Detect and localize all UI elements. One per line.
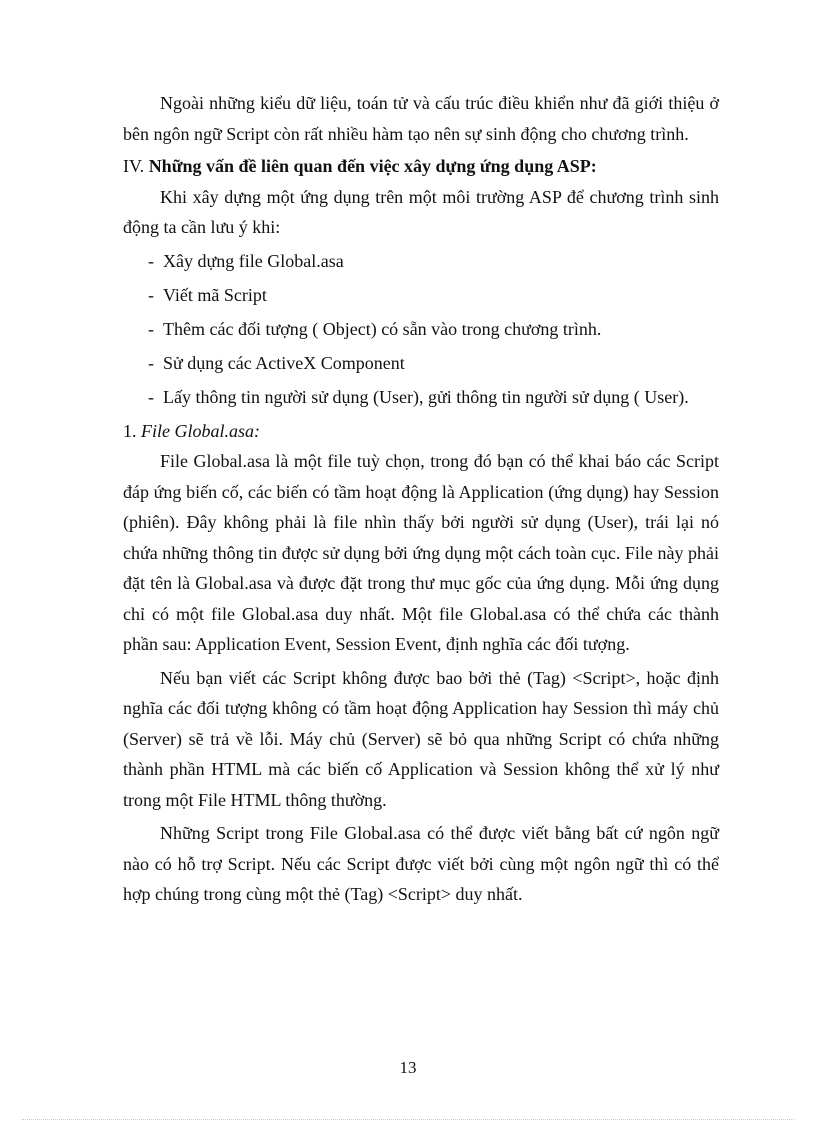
list-item xyxy=(123,348,719,379)
bullet-dash: - xyxy=(148,284,154,305)
page-number: 13 xyxy=(399,1058,417,1077)
list-item xyxy=(123,246,719,277)
body-paragraph: Nếu bạn viết các Script không được bao bởi thẻ (Tag) <Script>, hoặc định nghĩa các đối tượng không có tầm hoạt động Application hay Session thì máy chủ (Server) sẽ trả về lỗi. Máy chủ (Server) sẽ bỏ qua những Script có chứa những thành phần HTML mà các biến cố Application và Session không thể xử lý như trong một File HTML thông thường. xyxy=(123,667,719,810)
subsection-number: 1. xyxy=(123,420,137,441)
bullet-dash: - xyxy=(148,250,154,271)
list-item xyxy=(123,314,719,345)
list-item-text: Viết mã Script xyxy=(163,284,267,305)
intro-paragraph: Ngoài những kiểu dữ liệu, toán tử và cấu trúc điều khiển như đã giới thiệu ở bên ngôn ngữ Script còn rất nhiều hàm tạo nên sự sinh động cho chương trình. xyxy=(123,93,719,144)
section-title: Những vấn đề liên quan đến việc xây dựng ứng dụng ASP: xyxy=(148,156,597,176)
requirements-list xyxy=(123,246,719,413)
subsection-heading xyxy=(123,416,719,447)
body-paragraph: Những Script trong File Global.asa có thể được viết bằng bất cứ ngôn ngữ nào có hỗ trợ Script. Nếu các Script được viết bởi cùng một ngôn ngữ thì có thể hợp chúng trong cùng một thẻ (Tag) <Script> duy nhất. xyxy=(123,823,719,904)
bullet-dash: - xyxy=(148,386,154,407)
section-heading xyxy=(123,151,719,182)
list-item xyxy=(123,382,719,413)
list-item-text: Thêm các đối tượng ( Object) có sẵn vào trong chương trình. xyxy=(163,318,602,339)
list-item xyxy=(123,280,719,311)
bullet-dash: - xyxy=(148,352,154,373)
section-intro-paragraph: Khi xây dựng một ứng dụng trên một môi trường ASP để chương trình sinh động ta cần lưu ý khi: xyxy=(123,186,719,237)
list-item-text: Lấy thông tin người sử dụng (User), gửi thông tin người sử dụng ( User). xyxy=(163,386,689,407)
list-item-text: Sử dụng các ActiveX Component xyxy=(163,352,405,373)
list-item-text: Xây dựng file Global.asa xyxy=(163,250,344,271)
page-content xyxy=(123,88,719,910)
body-paragraph: File Global.asa là một file tuỳ chọn, trong đó bạn có thể khai báo các Script đáp ứng biến cố, các biến có tầm hoạt động là Application (ứng dụng) hay Session (phiên). Đây không phải là file nhìn thấy bởi người sử dụng (User), trái lại nó chứa những thông tin được sử dụng bởi ứng dụng một cách toàn cục. File này phải đặt tên là Global.asa và được đặt trong thư mục gốc của ứng dụng. Mỗi ứng dụng chỉ có một file Global.asa duy nhất. Một file Global.asa có thể chứa các thành phần sau: Application Event, Session Event, định nghĩa các đối tượng. xyxy=(123,451,719,654)
subsection-title: File Global.asa: xyxy=(141,420,260,441)
footer-divider xyxy=(22,1119,794,1120)
bullet-dash: - xyxy=(148,318,154,339)
section-number: IV. xyxy=(123,156,145,176)
